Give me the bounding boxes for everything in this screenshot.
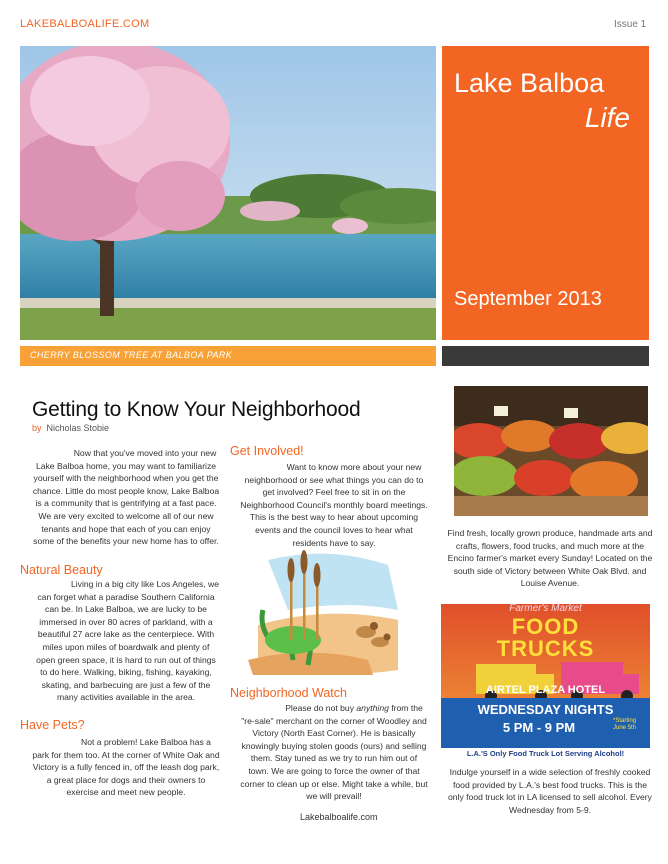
site-name: LAKEBALBOALIFE.COM — [20, 18, 150, 30]
masthead-title: Lake Balboa — [454, 68, 605, 98]
byline — [32, 423, 109, 433]
poster-tagline: L.A.'S Only Food Truck Lot Serving Alcohol! — [466, 749, 625, 758]
photo-caption: CHERRY BLOSSOM TREE AT BALBOA PARK — [20, 346, 436, 366]
masthead-subtitle: Life — [584, 102, 630, 133]
issue-date: September 2013 — [454, 288, 602, 310]
watch-emphasis: anything — [356, 703, 389, 713]
section-heading: Natural Beauty — [20, 563, 103, 577]
poster-word-food: FOOD — [511, 614, 580, 639]
poster-top-text: Farmer's Market — [509, 604, 582, 614]
watch-text: Please do not buy — [285, 703, 357, 713]
poster-hours: 5 PM - 9 PM — [502, 720, 576, 735]
poster-word-trucks: TRUCKS — [496, 636, 595, 661]
footer-site: Lakebalboalife.com — [300, 812, 378, 822]
poster-venue: AIRTEL PLAZA HOTEL — [485, 684, 606, 696]
section-body: Not a problem! Lake Balboa has a park for them too. At the corner of White Oak and Victory is a fully fenced in, off the leash dog park, a great place for dogs and their owners to exercise and meet new people. — [32, 737, 220, 798]
section-body — [240, 702, 428, 803]
farmers-market-photo — [454, 386, 648, 516]
byline-label: by — [32, 423, 42, 433]
section-heading: Get Involved! — [230, 444, 304, 458]
hero-photo — [20, 46, 436, 340]
clipart-image — [248, 550, 406, 680]
intro-paragraph: Now that you've moved into your new Lake Balboa home, you may want to familiarize yourself with the neighborhood when you get the chance. Little do most people know, Lake Balboa is a community that is gentrifying at a fast pace. We are very excited to welcome all of our new tenants and hope that each of you can enjoy some of the benefits your new home has to offer. — [32, 448, 220, 547]
author-name: Nicholas Stobie — [46, 423, 110, 433]
section-body: Want to know more about your new neighborhood or see what things you can do to get involved? Feel free to sit in on the Neighborhood Council's monthly board meetings. This is the best way to hear about upcoming events and the council loves to hear what residents have to say. — [240, 462, 428, 548]
food-truck-poster — [441, 604, 650, 761]
section-heading: Have Pets? — [20, 718, 85, 732]
watch-text: from the "re-sale" merchant on the corner of Woodley and Victory (North East Corner). He is basically knowingly buying stolen goods (ours) and selling them. Stay tuned as we try to run him out of town. We are going to force the owner of that corner to clean up or else. Might take a while, but we will prevail! — [240, 703, 428, 802]
poster-starting: *Starting June 5th — [613, 718, 637, 731]
section-body: Living in a big city like Los Angeles, we can forget what a paradise Southern California can be. In Lake Balboa, we are lucky to be immersed in over 80 acres of parkland, with a beautiful 27 acre lake as the centerpiece. With miles upon miles of boardwalk and plenty of open green space, it is hard to run out of things to do here. Walking, biking, fishing, kayaking, skating, and barbecuing are just a few of the many activities available in the area. — [36, 579, 220, 703]
section-heading: Neighborhood Watch — [230, 686, 347, 700]
poster-day: WEDNESDAY NIGHTS — [477, 702, 614, 717]
food-truck-description: Indulge yourself in a wide selection of freshly cooked food provided by L.A.'s best food trucks. This is the only food truck lot in LA licensed to sell alcohol. Every Wednesday from 5-9. — [448, 767, 652, 815]
article-title: Getting to Know Your Neighborhood — [32, 398, 361, 421]
issue-number: Issue 1 — [614, 19, 647, 30]
masthead — [442, 46, 649, 340]
market-description: Find fresh, locally grown produce, handmade arts and crafts, flowers, food trucks, and much more at the Encino farmer's market every Sunday! Located on the south side of Victory between White Oak Blvd. and Louise Avenue. — [447, 528, 653, 589]
divider-bar — [442, 346, 649, 366]
